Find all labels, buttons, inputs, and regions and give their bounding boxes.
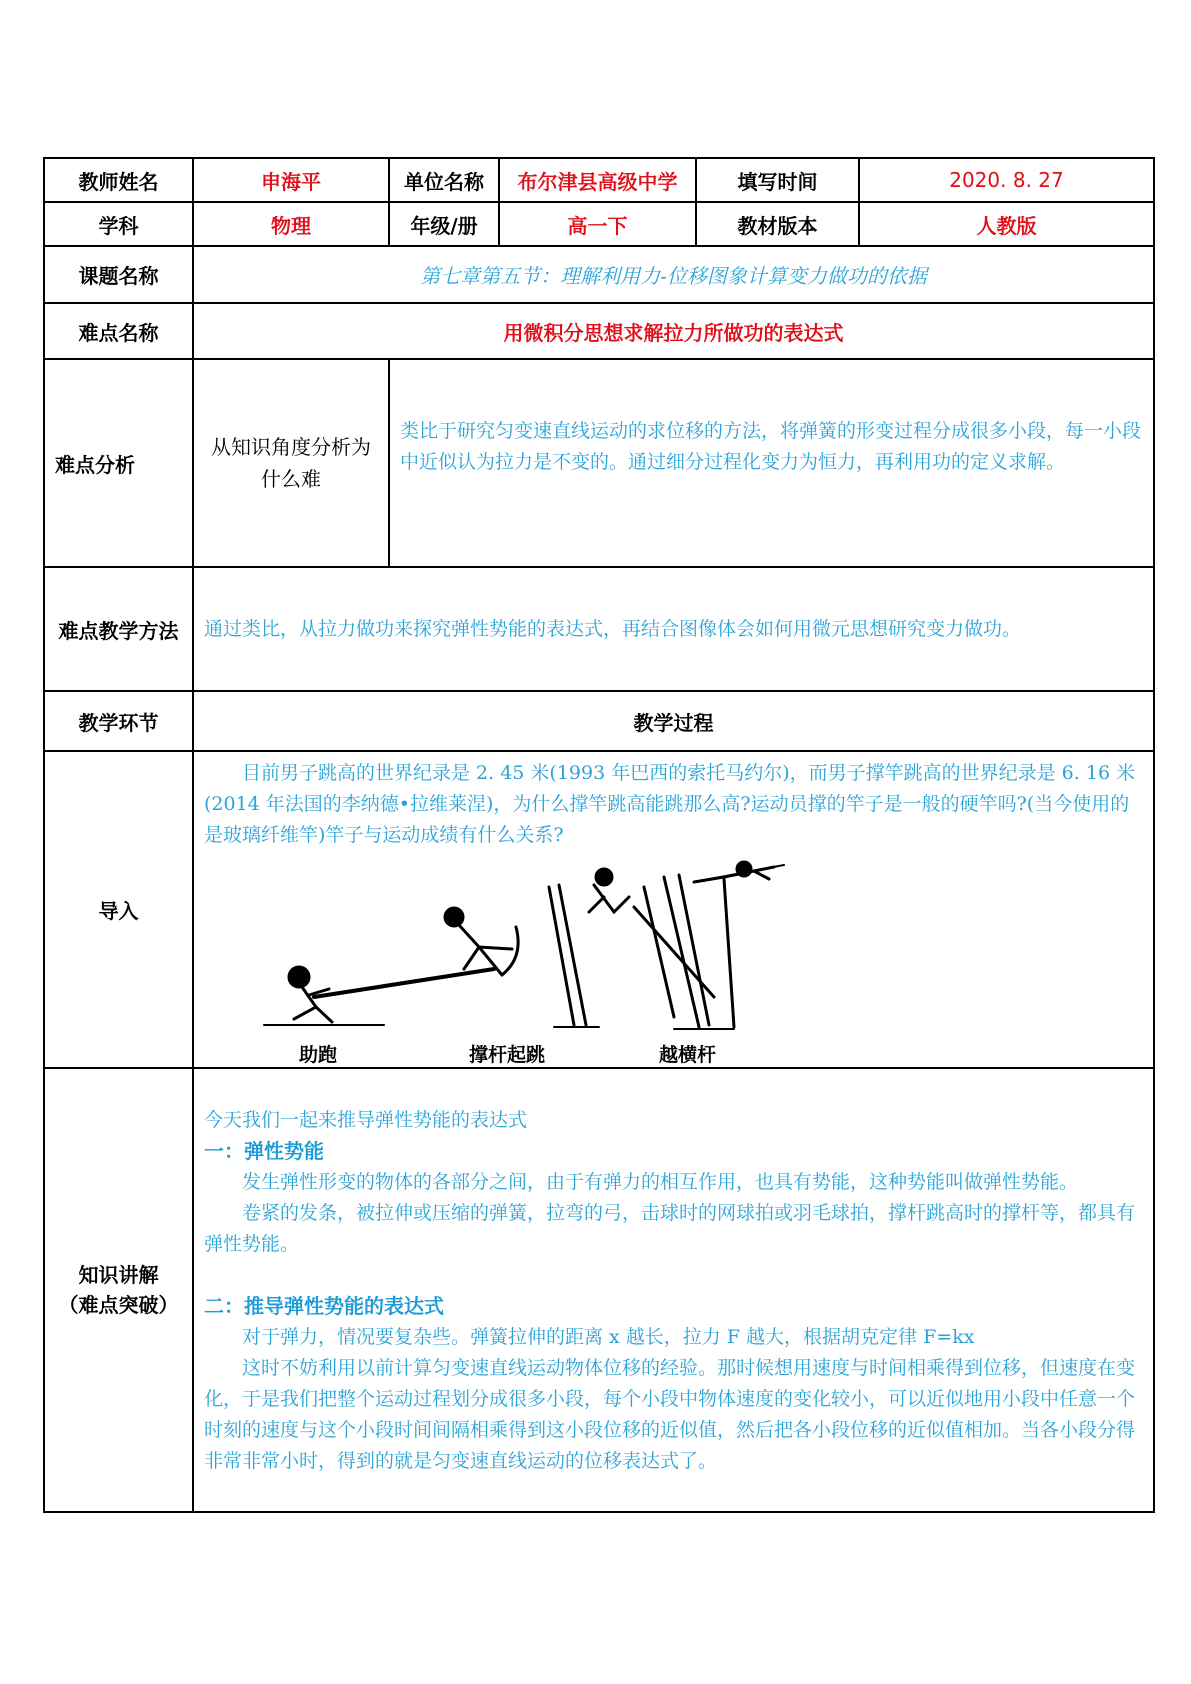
row-intro — [44, 751, 1154, 1068]
topic-label: 课题名称 — [44, 246, 193, 303]
analysis-sub-label: 从知识角度分析为什么难 — [193, 359, 389, 567]
analysis-label: 难点分析 — [44, 359, 193, 567]
knowledge-p4: 这时不妨利用以前计算匀变速直线运动物体位移的经验。那时候想用速度与时间相乘得到位移，但速度在变化，于是我们把整个运动过程划分成很多小段，每个小段中物体速度的变化较小，可以近似地用小段中任意一个时刻的速度与这个小段时间间隔相乘得到这小段位移的近似值，然后把各小段位移的近似值相加。当各小段分得非常非常小时，得到的就是匀变速直线运动的位移表达式了。 — [204, 1357, 1136, 1472]
row-teacher — [44, 158, 1154, 202]
analysis-content: 类比于研究匀变速直线运动的求位移的方法，将弹簧的形变过程分成很多小段，每一小段中近似认为拉力是不变的。通过细分过程化变力为恒力，再利用功的定义求解。 — [389, 359, 1154, 567]
knowledge-p2: 卷紧的发条，被拉伸或压缩的弹簧，拉弯的弓，击球时的网球拍或羽毛球拍，撑杆跳高时的撑杆等，都具有弹性势能。 — [204, 1202, 1136, 1255]
caption-takeoff: 撑杆起跳 — [469, 1044, 546, 1066]
intro-cell — [193, 751, 1154, 1068]
edition-value: 人教版 — [859, 202, 1154, 246]
caption-over-bar: 越横杆 — [659, 1044, 717, 1066]
knowledge-label-line2: （难点突破） — [58, 1293, 179, 1317]
lesson-plan-table — [43, 157, 1155, 1513]
pole-vault-figure — [254, 857, 814, 1067]
process-label: 教学过程 — [193, 691, 1154, 751]
knowledge-opening: 今天我们一起来推导弹性势能的表达式 — [204, 1109, 528, 1131]
row-topic — [44, 246, 1154, 303]
knowledge-p1: 发生弹性形变的物体的各部分之间，由于有弹力的相互作用，也具有势能，这种势能叫做弹性势能。 — [242, 1171, 1079, 1193]
intro-text: 目前男子跳高的世界纪录是 2. 45 米(1993 年巴西的索托马约尔)，而男子撑竿跳高的世界纪录是 6. 16 米(2014 年法国的李纳德•拉维莱涅)，为什么撑竿跳高能跳那么高?运动员撑的竿子是一般的硬竿吗?(当今使用的是玻璃纤维竿)竿子与运动成绩有什么关系? — [204, 762, 1136, 846]
caption-run-up: 助跑 — [299, 1044, 338, 1066]
subject-value: 物理 — [193, 202, 389, 246]
knowledge-cell — [193, 1068, 1154, 1512]
teacher-value: 申海平 — [193, 158, 389, 202]
edition-label: 教材版本 — [696, 202, 859, 246]
topic-value: 第七章第五节：理解利用力-位移图象计算变力做功的依据 — [193, 246, 1154, 303]
difficulty-value: 用微积分思想求解拉力所做功的表达式 — [193, 303, 1154, 359]
row-difficulty — [44, 303, 1154, 359]
knowledge-heading-1: 一：弹性势能 — [204, 1139, 324, 1163]
unit-value: 布尔津县高级中学 — [499, 158, 696, 202]
knowledge-label — [44, 1068, 193, 1512]
knowledge-label-line1: 知识讲解 — [78, 1263, 159, 1287]
intro-label: 导入 — [44, 751, 193, 1068]
row-method — [44, 567, 1154, 691]
grade-value: 高一下 — [499, 202, 696, 246]
teacher-label: 教师姓名 — [44, 158, 193, 202]
pole-vault-illustration — [254, 857, 814, 1047]
row-process-header — [44, 691, 1154, 751]
knowledge-heading-2: 二：推导弹性势能的表达式 — [204, 1294, 444, 1318]
row-knowledge — [44, 1068, 1154, 1512]
subject-label: 学科 — [44, 202, 193, 246]
date-value: 2020. 8. 27 — [859, 158, 1154, 202]
stage-label: 教学环节 — [44, 691, 193, 751]
difficulty-label: 难点名称 — [44, 303, 193, 359]
date-label: 填写时间 — [696, 158, 859, 202]
knowledge-p3: 对于弹力，情况要复杂些。弹簧拉伸的距离 x 越长，拉力 F 越大，根据胡克定律 F=kx — [242, 1326, 975, 1348]
method-content: 通过类比，从拉力做功来探究弹性势能的表达式，再结合图像体会如何用微元思想研究变力做功。 — [193, 567, 1154, 691]
grade-label: 年级/册 — [389, 202, 499, 246]
row-analysis — [44, 359, 1154, 567]
unit-label: 单位名称 — [389, 158, 499, 202]
row-subject — [44, 202, 1154, 246]
method-label: 难点教学方法 — [44, 567, 193, 691]
